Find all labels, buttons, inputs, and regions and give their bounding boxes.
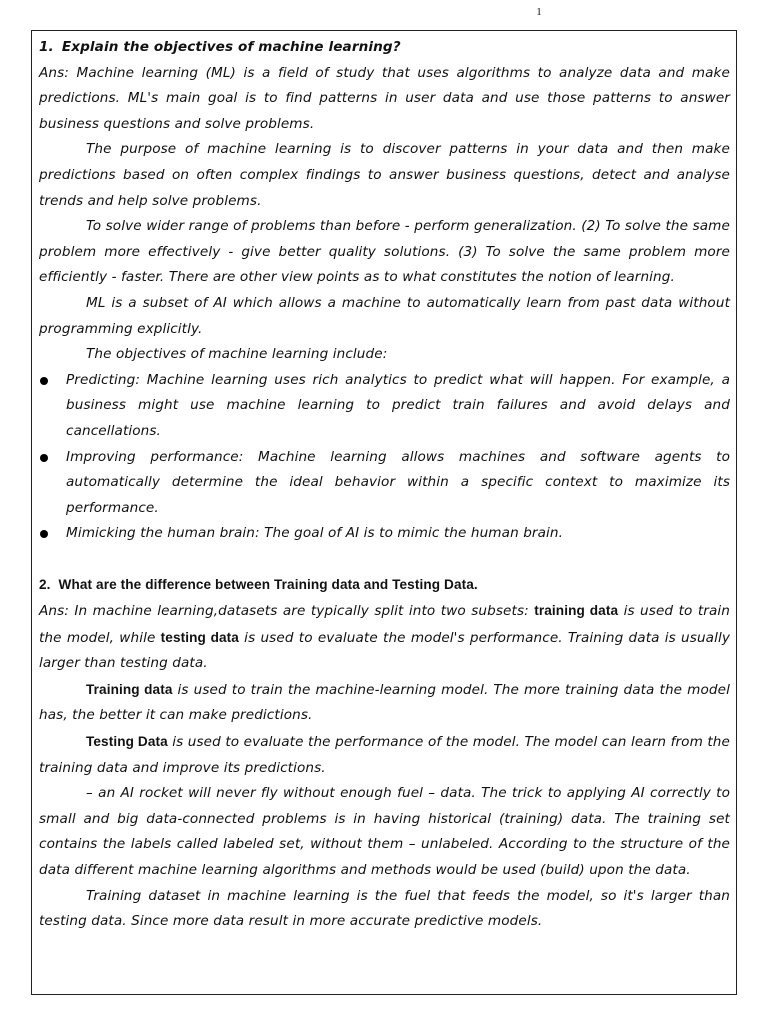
q1-paragraph-generalization: To solve wider range of problems than before - perform generalization. (2) To solve the same problem more effectively - give better quality solutions. (3) To solve the same problem more efficiently - faster. There are other view points as to what constitutes the notion of learning. [39, 218, 730, 286]
page-number: 1 [536, 6, 542, 18]
testing-data-text: is used to evaluate the performance of the model. The model can learn from the training data and improve its predictions. [39, 734, 730, 776]
q1-paragraph-objectives-intro: The objectives of machine learning include: [86, 346, 388, 363]
training-data-label: Training data [86, 681, 173, 697]
q2-answer-part-a: Ans: In machine learning,datasets are typically split into two subsets: [39, 603, 535, 620]
q2-paragraph-rocket: – an AI rocket will never fly without enough fuel – data. The trick to applying AI correctly to small and big data-connected problems is in having historical (training) data. The training set contains the labels called labeled set, without them – unlabeled. According to the structure of the data different machine learning algorithms and methods would be used (build) upon the data. [39, 785, 730, 878]
list-item [39, 521, 730, 547]
q2-paragraph-testing [39, 729, 730, 781]
question-1-title: Explain the objectives of machine learning? [61, 39, 401, 55]
objectives-list [39, 368, 730, 547]
content-box [31, 30, 737, 995]
q1-paragraph-purpose: The purpose of machine learning is to discover patterns in your data and then make predictions based on often complex findings to answer business questions, detect and analyse trends and help solve problems. [39, 141, 730, 209]
q2-paragraph-fuel: Training dataset in machine learning is the fuel that feeds the model, so it's larger than testing data. Since more data result in more accurate predictive models. [39, 887, 730, 930]
bullet-text-improving: Improving performance: Machine learning allows machines and software agents to automatically determine the ideal behavior within a specific context to maximize its performance. [66, 448, 730, 516]
document-body [39, 35, 730, 935]
testing-data-term: testing data [160, 629, 239, 645]
list-item [39, 445, 730, 522]
question-1-heading [39, 35, 730, 61]
question-1-number: 1. [39, 39, 54, 55]
q2-answer-part-d: is used to evaluate the model's performance. Training data is usually larger than testing data. [39, 629, 730, 672]
question-2-heading [39, 572, 730, 598]
q2-answer-intro [39, 598, 730, 677]
bullet-icon [40, 530, 48, 538]
question-2-number: 2. [39, 577, 51, 593]
bullet-icon [40, 454, 48, 462]
training-data-term: training data [534, 603, 619, 619]
q1-answer-intro: Ans: Machine learning (ML) is a field of study that uses algorithms to analyze data and make predictions. ML's main goal is to find patterns in user data and use those patterns to answer business questions and solve problems. [39, 64, 730, 132]
testing-data-label: Testing Data [86, 734, 168, 750]
q1-paragraph-ml-subset: ML is a subset of AI which allows a machine to automatically learn from past data without programming explicitly. [39, 294, 730, 337]
question-2-title: What are the difference between Training data and Testing Data. [58, 577, 478, 593]
q2-paragraph-training [39, 677, 730, 729]
q2-answer-part-c: is used to train the model, while [39, 603, 730, 646]
bullet-text-mimicking: Mimicking the human brain: The goal of AI is to mimic the human brain. [66, 525, 564, 542]
bullet-text-predicting: Predicting: Machine learning uses rich analytics to predict what will happen. For example, a business might use machine learning to predict train failures and avoid delays and cancellations. [66, 371, 730, 439]
list-item [39, 368, 730, 445]
bullet-icon [40, 377, 48, 385]
section-spacer [39, 547, 730, 573]
training-data-text: is used to train the machine-learning model. The more training data the model has, the better it can make predictions. [39, 681, 730, 724]
